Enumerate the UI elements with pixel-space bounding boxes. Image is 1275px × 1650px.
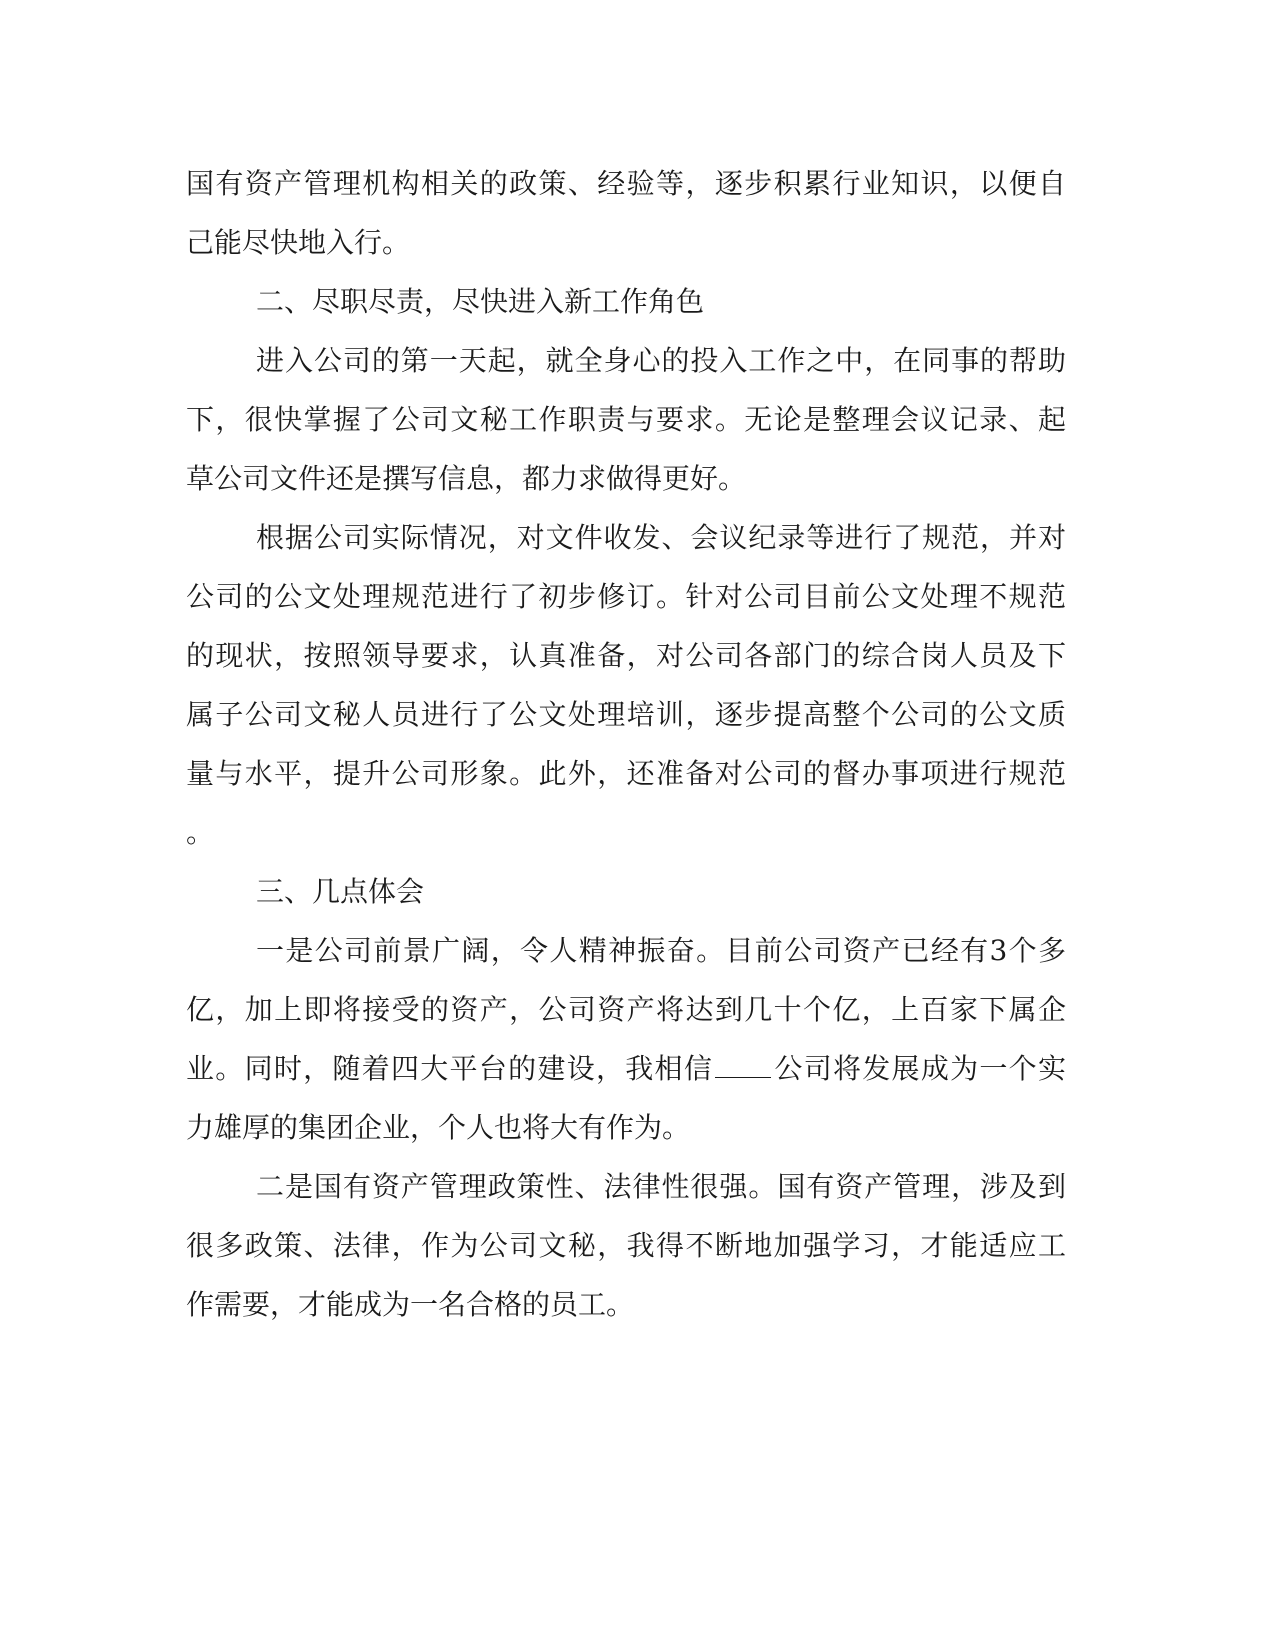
text-line: 二是国有资产管理政策性、法律性很强。国有资产管理，涉及到 xyxy=(256,1170,1066,1203)
text-line: 草公司文件还是撰写信息，都力求做得更好。 xyxy=(186,462,747,495)
text-line: 进入公司的第一天起，就全身心的投入工作之中，在同事的帮助 xyxy=(256,344,1066,377)
text-line: 作需要，才能成为一名合格的员工。 xyxy=(186,1288,635,1321)
text-line: 属子公司文秘人员进行了公文处理培训，逐步提高整个公司的公文质 xyxy=(186,698,1066,731)
document-body xyxy=(186,154,1066,1334)
section-heading-3: 三、几点体会 xyxy=(256,875,425,908)
text-segment: 业。同时，随着四大平台的建设，我相信 xyxy=(186,1052,714,1085)
text-line: 。 xyxy=(186,816,215,849)
text-segment: 公司将发展成为一个实 xyxy=(773,1052,1066,1085)
text-line: 公司的公文处理规范进行了初步修订。针对公司目前公文处理不规范 xyxy=(186,580,1066,613)
text-line: 根据公司实际情况，对文件收发、会议纪录等进行了规范，并对 xyxy=(256,521,1066,554)
text-line: 国有资产管理机构相关的政策、经验等，逐步积累行业知识，以便自 xyxy=(186,167,1066,200)
text-line: 下，很快掌握了公司文秘工作职责与要求。无论是整理会议记录、起 xyxy=(186,403,1066,436)
text-line: 一是公司前景广阔，令人精神振奋。目前公司资产已经有3个多 xyxy=(256,934,1066,967)
text-line-with-blank xyxy=(186,1039,1066,1098)
text-line: 量与水平，提升公司形象。此外，还准备对公司的督办事项进行规范 xyxy=(186,757,1066,790)
text-line: 的现状，按照领导要求，认真准备，对公司各部门的综合岗人员及下 xyxy=(186,639,1066,672)
text-line: 力雄厚的集团企业，个人也将大有作为。 xyxy=(186,1111,691,1144)
text-line: 己能尽快地入行。 xyxy=(186,226,411,259)
text-line: 亿，加上即将接受的资产，公司资产将达到几十个亿，上百家下属企 xyxy=(186,993,1066,1026)
section-heading-2: 二、尽职尽责，尽快进入新工作角色 xyxy=(256,285,705,318)
text-line: 很多政策、法律，作为公司文秘，我得不断地加强学习，才能适应工 xyxy=(186,1229,1066,1262)
fill-in-blank xyxy=(715,1053,771,1078)
